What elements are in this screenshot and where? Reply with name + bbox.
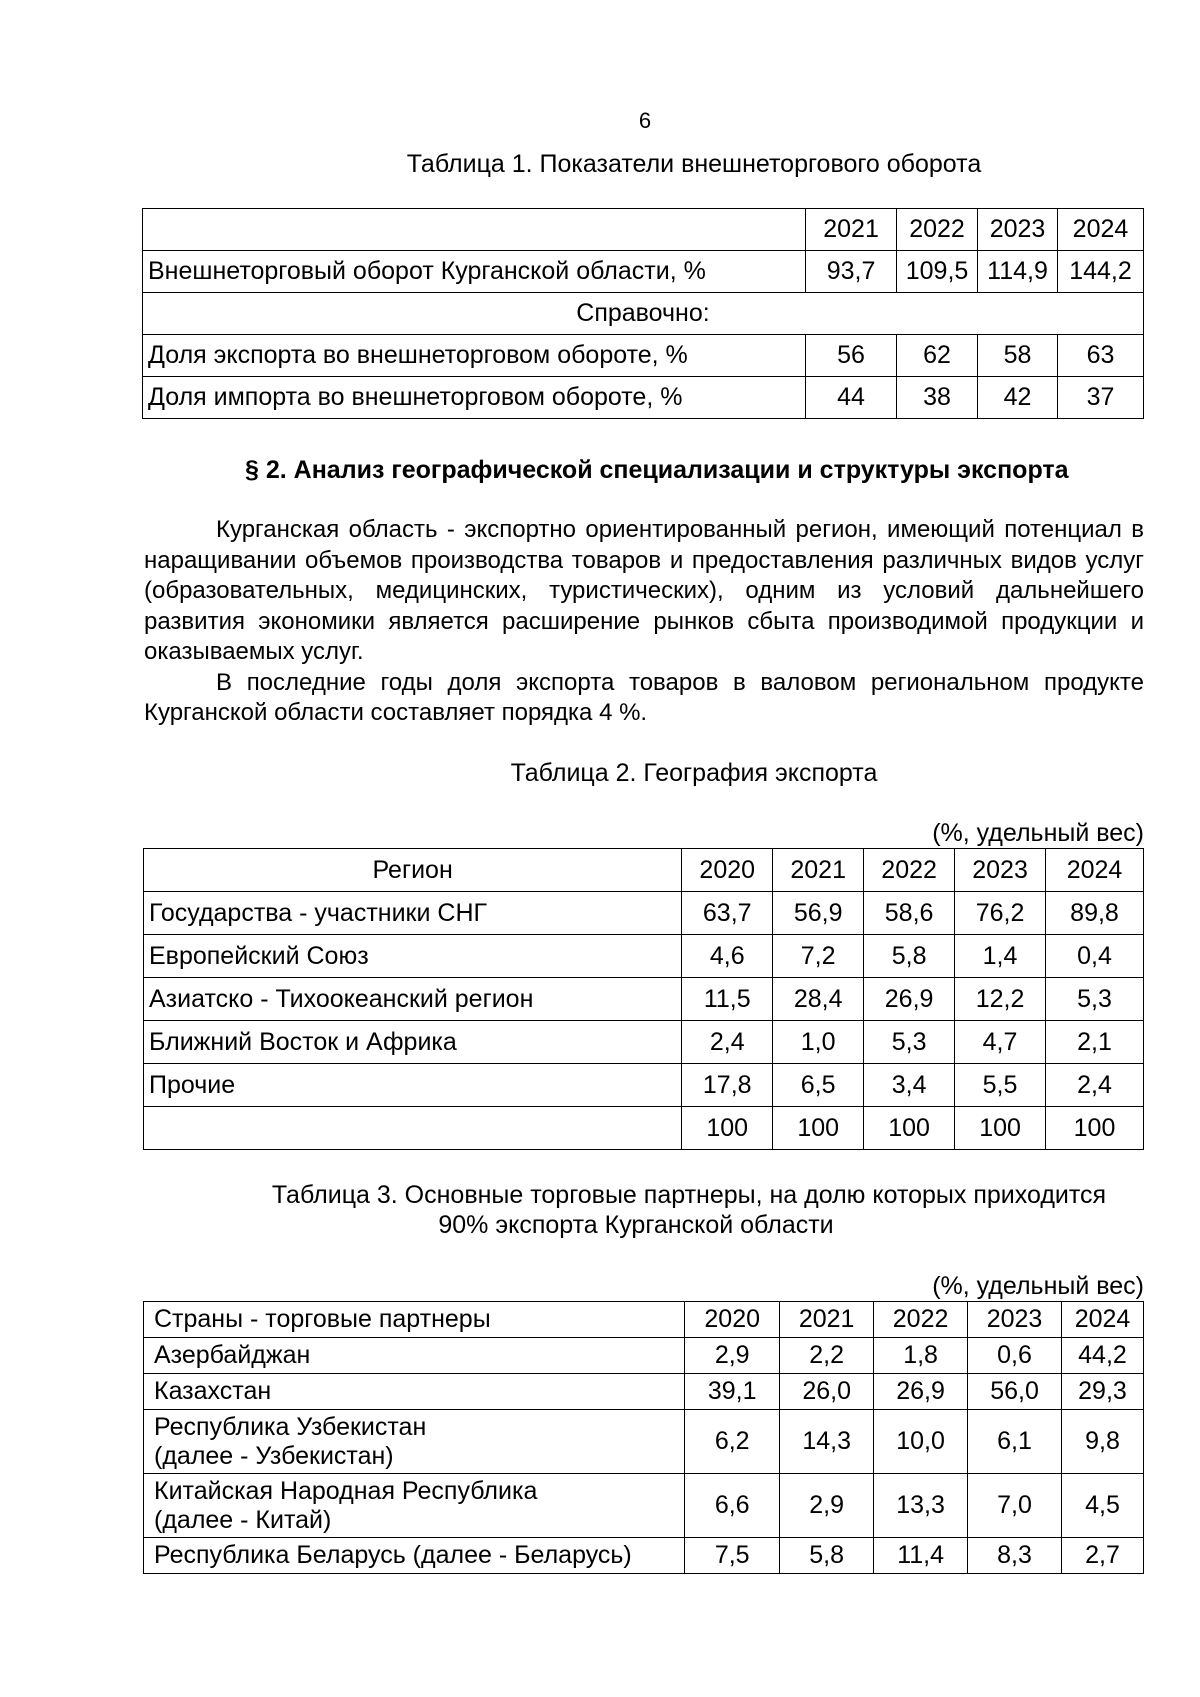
table2-cell: 89,8 — [1046, 892, 1144, 935]
table3-row-label: Казахстан — [144, 1374, 685, 1410]
table3-header-cell: 2020 — [685, 1302, 780, 1338]
section-heading: § 2. Анализ географической специализации и структуры экспорта — [245, 456, 1069, 484]
table2-row-label: Ближний Восток и Африка — [144, 1021, 682, 1064]
table2-cell: 100 — [864, 1107, 955, 1150]
table3-cell: 0,6 — [968, 1338, 1062, 1374]
table3-cell: 6,2 — [685, 1410, 780, 1474]
table2-cell: 6,5 — [773, 1064, 864, 1107]
table1-corner-cell — [143, 209, 806, 251]
table1-year: 2021 — [806, 209, 897, 251]
table2-cell: 5,8 — [864, 935, 955, 978]
table2-cell: 100 — [773, 1107, 864, 1150]
table3-cell: 7,5 — [685, 1538, 780, 1574]
table3-unit: (%, удельный вес) — [932, 1272, 1144, 1300]
table2-row-label: Государства - участники СНГ — [144, 892, 682, 935]
table3-cell: 2,9 — [685, 1338, 780, 1374]
table3-row — [144, 1474, 1144, 1538]
table3-cell: 26,9 — [874, 1374, 968, 1410]
table3-cell: 26,0 — [780, 1374, 874, 1410]
table2-header-cell: 2020 — [682, 849, 773, 892]
table2-unit: (%, удельный вес) — [932, 819, 1144, 847]
table3-cell: 39,1 — [685, 1374, 780, 1410]
table2-total-row — [144, 1107, 1144, 1150]
table2-cell: 26,9 — [864, 978, 955, 1021]
table2-header-cell: 2024 — [1046, 849, 1144, 892]
table1 — [142, 208, 1144, 419]
table2-cell: 1,4 — [955, 935, 1046, 978]
table3-header-cell: 2021 — [780, 1302, 874, 1338]
table2-cell: 7,2 — [773, 935, 864, 978]
table3-header-row — [144, 1302, 1144, 1338]
table3-cell: 14,3 — [780, 1410, 874, 1474]
table1-reference-label: Справочно: — [143, 293, 1144, 335]
table2-header-row — [144, 849, 1144, 892]
table2-row — [144, 1064, 1144, 1107]
table3-cell: 11,4 — [874, 1538, 968, 1574]
table2-cell: 0,4 — [1046, 935, 1144, 978]
table2-cell: 56,9 — [773, 892, 864, 935]
table3-caption — [144, 1180, 1200, 1240]
table2-cell: 5,3 — [1046, 978, 1144, 1021]
table1-cell: 114,9 — [978, 251, 1058, 293]
table2-cell: 63,7 — [682, 892, 773, 935]
table3-row — [144, 1410, 1144, 1474]
table3-cell: 6,1 — [968, 1410, 1062, 1474]
table3-row-label: Азербайджан — [144, 1338, 685, 1374]
table3-row-label-line: (далее - Китай) — [154, 1505, 332, 1534]
table2-cell: 4,6 — [682, 935, 773, 978]
paragraph: Курганская область - экспортно ориентированный регион, имеющий потенциал в наращивании объемов производства товаров и предоставления различных видов услуг (образовательных, медицинских, туристических), одним из условий дальнейшего развития экономики является расширение рынков сбыта производимой продукции и оказываемых услуг. — [144, 516, 1144, 665]
table1-row-label: Доля экспорта во внешнеторговом обороте, % — [143, 335, 806, 377]
table3-header-cell: 2022 — [874, 1302, 968, 1338]
table2-row — [144, 892, 1144, 935]
table3-header-cell: 2023 — [968, 1302, 1062, 1338]
table3-cell: 4,5 — [1062, 1474, 1144, 1538]
table3-cell: 13,3 — [874, 1474, 968, 1538]
table3-row-label — [144, 1474, 685, 1538]
table1-row — [143, 335, 1144, 377]
table1-row-label: Доля импорта во внешнеторговом обороте, % — [143, 377, 806, 419]
table1-reference-row — [143, 293, 1144, 335]
table3-row — [144, 1374, 1144, 1410]
table1-cell: 93,7 — [806, 251, 897, 293]
table3-row-label-line: Республика Узбекистан — [154, 1412, 427, 1441]
table2-cell: 5,3 — [864, 1021, 955, 1064]
table3-cell: 5,8 — [780, 1538, 874, 1574]
paragraph: В последние годы доля экспорта товаров в валовом региональном продукте Курганской области составляет порядка 4 %. — [144, 668, 1144, 726]
table1-cell: 62 — [897, 335, 978, 377]
table2-cell: 17,8 — [682, 1064, 773, 1107]
table2-cell: 4,7 — [955, 1021, 1046, 1064]
table2-row-label: Европейский Союз — [144, 935, 682, 978]
table3-row-label-line: (далее - Узбекистан) — [154, 1441, 394, 1470]
table3-row-label: Республика Беларусь (далее - Беларусь) — [144, 1538, 685, 1574]
table2-cell: 5,5 — [955, 1064, 1046, 1107]
table3-header-cell: Страны - торговые партнеры — [144, 1302, 685, 1338]
table2-row — [144, 978, 1144, 1021]
table2-row-label: Азиатско - Тихоокеанский регион — [144, 978, 682, 1021]
table3-cell: 7,0 — [968, 1474, 1062, 1538]
table3-cell: 29,3 — [1062, 1374, 1144, 1410]
table2-cell: 2,4 — [682, 1021, 773, 1064]
table1-cell: 44 — [806, 377, 897, 419]
table2-header-cell: 2022 — [864, 849, 955, 892]
table3-row-label — [144, 1410, 685, 1474]
table1-row — [143, 377, 1144, 419]
table2-row — [144, 1021, 1144, 1064]
table1-row-label: Внешнеторговый оборот Курганской области, % — [143, 251, 806, 293]
table2-row — [144, 935, 1144, 978]
table2-cell: 100 — [682, 1107, 773, 1150]
table1-cell: 56 — [806, 335, 897, 377]
table3-cell: 8,3 — [968, 1538, 1062, 1574]
table2-caption: Таблица 2. География экспорта — [510, 759, 878, 787]
table1-year: 2022 — [897, 209, 978, 251]
table2-row-label — [144, 1107, 682, 1150]
table2-cell: 28,4 — [773, 978, 864, 1021]
table1-cell: 63 — [1057, 335, 1143, 377]
table2-header-cell: Регион — [144, 849, 682, 892]
table3-row — [144, 1538, 1144, 1574]
table2 — [143, 848, 1144, 1150]
table1-cell: 37 — [1057, 377, 1143, 419]
table1-cell: 144,2 — [1057, 251, 1143, 293]
table3-row-label-line: Китайская Народная Республика — [154, 1476, 538, 1505]
table3-cell: 10,0 — [874, 1410, 968, 1474]
table2-header-cell: 2023 — [955, 849, 1046, 892]
table1-cell: 38 — [897, 377, 978, 419]
table3-cell: 2,9 — [780, 1474, 874, 1538]
table1-year: 2023 — [978, 209, 1058, 251]
table2-cell: 1,0 — [773, 1021, 864, 1064]
table3-cell: 44,2 — [1062, 1338, 1144, 1374]
section-body — [144, 515, 1144, 729]
table2-cell: 100 — [955, 1107, 1046, 1150]
table3 — [143, 1301, 1144, 1574]
table2-cell: 100 — [1046, 1107, 1144, 1150]
table1-row — [143, 251, 1144, 293]
table2-cell: 3,4 — [864, 1064, 955, 1107]
table3-caption-line: Таблица 3. Основные торговые партнеры, на долю которых приходится — [271, 1181, 1107, 1209]
table1-caption: Таблица 1. Показатели внешнеторгового оборота — [406, 150, 982, 178]
table3-row — [144, 1338, 1144, 1374]
table1-cell: 58 — [978, 335, 1058, 377]
table3-cell: 56,0 — [968, 1374, 1062, 1410]
table2-cell: 12,2 — [955, 978, 1046, 1021]
table3-cell: 2,2 — [780, 1338, 874, 1374]
page-number: 6 — [638, 108, 652, 133]
table2-cell: 2,1 — [1046, 1021, 1144, 1064]
table2-cell: 2,4 — [1046, 1064, 1144, 1107]
table1-year: 2024 — [1057, 209, 1143, 251]
table3-cell: 6,6 — [685, 1474, 780, 1538]
table1-header-row — [143, 209, 1144, 251]
table2-cell: 58,6 — [864, 892, 955, 935]
table2-cell: 11,5 — [682, 978, 773, 1021]
table2-cell: 76,2 — [955, 892, 1046, 935]
table3-cell: 1,8 — [874, 1338, 968, 1374]
table3-cell: 9,8 — [1062, 1410, 1144, 1474]
table1-cell: 109,5 — [897, 251, 978, 293]
table2-row-label: Прочие — [144, 1064, 682, 1107]
table3-caption-line: 90% экспорта Курганской области — [438, 1211, 834, 1239]
table3-header-cell: 2024 — [1062, 1302, 1144, 1338]
table1-cell: 42 — [978, 377, 1058, 419]
table3-cell: 2,7 — [1062, 1538, 1144, 1574]
table2-header-cell: 2021 — [773, 849, 864, 892]
